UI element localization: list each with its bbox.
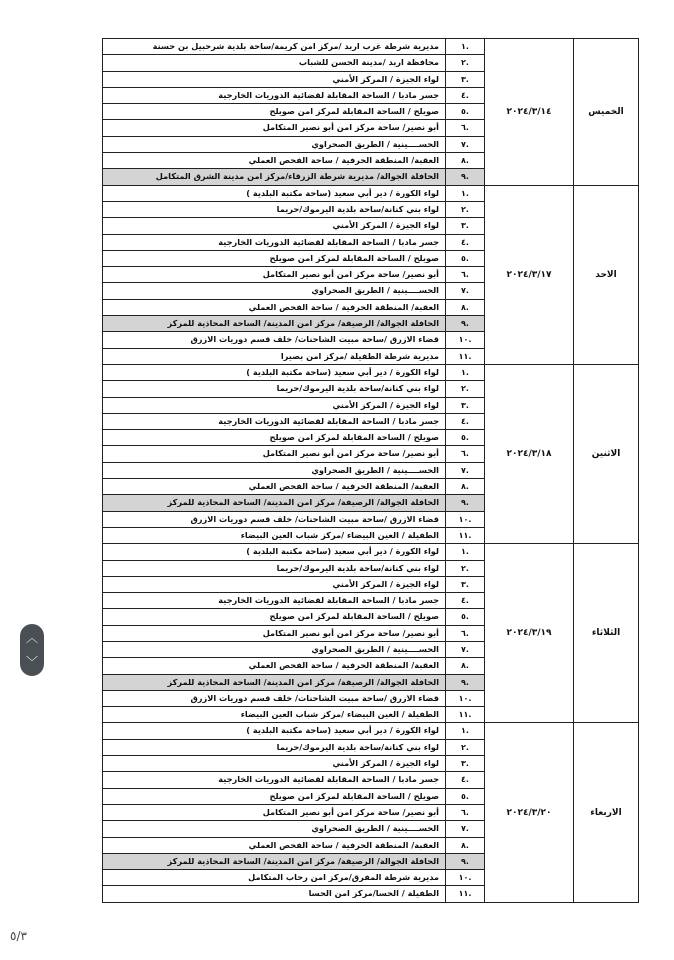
location-cell: صويلح / الساحة المقابلة لمركز امن صويلح (103, 250, 446, 266)
row-number-cell: ٦. (446, 804, 485, 820)
location-cell: لواء الكورة / دير أبي سعيد (ساحة مكتبة البلدية ) (103, 544, 446, 560)
row-number-cell: ٩. (446, 674, 485, 690)
location-cell: الحســــينية / الطريق الصحراوي (103, 821, 446, 837)
location-cell: الحســــينية / الطريق الصحراوي (103, 136, 446, 152)
location-cell: أبو نصير/ ساحة مركز امن أبو نصير المتكامل (103, 804, 446, 820)
row-number-cell: ٣. (446, 71, 485, 87)
schedule-table (102, 38, 639, 903)
row-number-cell: ١٠. (446, 870, 485, 886)
row-number-cell: ٣. (446, 756, 485, 772)
location-cell: جسر مادبا / الساحة المقابلة لقضائية الدوريات الخارجية (103, 593, 446, 609)
location-cell: الحافلة الجوالة/ مديرية شرطة الزرقاء/مركز امن مدينة الشرق المتكامل (103, 169, 446, 185)
location-cell: لواء الكورة / دير أبي سعيد (ساحة مكتبة البلدية ) (103, 364, 446, 380)
location-cell: الطفيلة / العين البيضاء /مركز شباب العين البيضاء (103, 707, 446, 723)
date-cell: ٢٠٢٤/٣/١٩ (485, 544, 574, 723)
location-cell: العقبة/ المنطقة الحرفية / ساحة الفحص العملي (103, 658, 446, 674)
row-number-cell: ٨. (446, 658, 485, 674)
location-cell: لواء الجيزة / المركز الأمني (103, 756, 446, 772)
location-cell: صويلح / الساحة المقابلة لمركز امن صويلح (103, 788, 446, 804)
row-number-cell: ٢. (446, 55, 485, 71)
schedule-row (103, 39, 639, 55)
row-number-cell: ١٠. (446, 511, 485, 527)
schedule-row (103, 544, 639, 560)
location-cell: أبو نصير/ ساحة مركز امن أبو نصير المتكامل (103, 120, 446, 136)
row-number-cell: ١١. (446, 707, 485, 723)
location-cell: الحافلة الجوالة/ الرصيفة/ مركز امن المدينة/ الساحة المحاذية للمركز (103, 316, 446, 332)
date-cell: ٢٠٢٤/٣/١٤ (485, 39, 574, 186)
page-number: ٥/٣ (10, 929, 27, 943)
row-number-cell: ٩. (446, 316, 485, 332)
row-number-cell: ٣. (446, 576, 485, 592)
location-cell: لواء بني كنانة/ساحة بلدية اليرموك/حريما (103, 381, 446, 397)
row-number-cell: ٧. (446, 283, 485, 299)
location-cell: أبو نصير/ ساحة مركز امن أبو نصير المتكامل (103, 446, 446, 462)
location-cell: قضاء الازرق /ساحة مبيت الشاحنات/ خلف قسم دوريات الازرق (103, 690, 446, 706)
row-number-cell: ٥. (446, 250, 485, 266)
row-number-cell: ١. (446, 364, 485, 380)
location-cell: مديرية شرطة غرب اربد /مركز امن كريمة/ساحة بلدية شرحبيل بن حسنة (103, 39, 446, 55)
row-number-cell: ٥. (446, 609, 485, 625)
date-cell: ٢٠٢٤/٣/١٧ (485, 185, 574, 364)
schedule-row (103, 723, 639, 739)
row-number-cell: ١. (446, 544, 485, 560)
location-cell: مديرية شرطة المفرق/مركز امن رحاب المتكامل (103, 870, 446, 886)
location-cell: قضاء الازرق /ساحة مبيت الشاحنات/ خلف قسم دوريات الازرق (103, 332, 446, 348)
row-number-cell: ٨. (446, 299, 485, 315)
day-cell: الاحد (574, 185, 639, 364)
location-cell: الطفيلة / العين البيضاء /مركز شباب العين البيضاء (103, 527, 446, 543)
location-cell: جسر مادبا / الساحة المقابلة لقضائية الدوريات الخارجية (103, 87, 446, 103)
location-cell: العقبة/ المنطقة الحرفية / ساحة الفحص العملي (103, 837, 446, 853)
schedule-row (103, 364, 639, 380)
location-cell: لواء بني كنانة/ساحة بلدية اليرموك/حريما (103, 739, 446, 755)
row-number-cell: ١. (446, 723, 485, 739)
location-cell: قضاء الازرق /ساحة مبيت الشاحنات/ خلف قسم دوريات الازرق (103, 511, 446, 527)
row-number-cell: ١. (446, 185, 485, 201)
row-number-cell: ٥. (446, 430, 485, 446)
location-cell: صويلح / الساحة المقابلة لمركز امن صويلح (103, 430, 446, 446)
row-number-cell: ٤. (446, 234, 485, 250)
location-cell: أبو نصير/ ساحة مركز امن أبو نصير المتكامل (103, 625, 446, 641)
location-cell: العقبة/ المنطقة الحرفية / ساحة الفحص العملي (103, 479, 446, 495)
row-number-cell: ٧. (446, 136, 485, 152)
row-number-cell: ١١. (446, 348, 485, 364)
day-cell: الثلاثاء (574, 544, 639, 723)
row-number-cell: ٦. (446, 625, 485, 641)
row-number-cell: ٢. (446, 381, 485, 397)
location-cell: الحافلة الجوالة/ الرصيفة/ مركز امن المدينة/ الساحة المحاذية للمركز (103, 495, 446, 511)
row-number-cell: ٧. (446, 821, 485, 837)
scroll-control (20, 624, 44, 676)
schedule-body (103, 39, 639, 903)
row-number-cell: ٩. (446, 495, 485, 511)
row-number-cell: ٦. (446, 446, 485, 462)
location-cell: الحافلة الجوالة/ الرصيفة/ مركز امن المدينة/ الساحة المحاذية للمركز (103, 853, 446, 869)
schedule-row (103, 185, 639, 201)
location-cell: الحســــينية / الطريق الصحراوي (103, 462, 446, 478)
location-cell: جسر مادبا / الساحة المقابلة لقضائية الدوريات الخارجية (103, 772, 446, 788)
day-cell: الخميس (574, 39, 639, 186)
row-number-cell: ٤. (446, 87, 485, 103)
chevron-down-icon[interactable]: ﹀ (25, 655, 38, 669)
date-cell: ٢٠٢٤/٣/١٨ (485, 364, 574, 543)
chevron-up-icon[interactable]: ︿ (25, 631, 38, 645)
row-number-cell: ٤. (446, 593, 485, 609)
location-cell: صويلح / الساحة المقابلة لمركز امن صويلح (103, 609, 446, 625)
location-cell: صويلح / الساحة المقابلة لمركز امن صويلح (103, 104, 446, 120)
row-number-cell: ٧. (446, 641, 485, 657)
row-number-cell: ٩. (446, 169, 485, 185)
location-cell: جسر مادبا / الساحة المقابلة لقضائية الدوريات الخارجية (103, 234, 446, 250)
row-number-cell: ٢. (446, 739, 485, 755)
location-cell: العقبة/ المنطقة الحرفية / ساحة الفحص العملي (103, 153, 446, 169)
location-cell: الطفيلة / الحسا/مركز امن الحسا (103, 886, 446, 902)
row-number-cell: ٢. (446, 560, 485, 576)
location-cell: لواء بني كنانة/ساحة بلدية اليرموك/حريما (103, 560, 446, 576)
location-cell: العقبة/ المنطقة الحرفية / ساحة الفحص العملي (103, 299, 446, 315)
location-cell: أبو نصير/ ساحة مركز امن أبو نصير المتكامل (103, 267, 446, 283)
row-number-cell: ٣. (446, 218, 485, 234)
row-number-cell: ٣. (446, 397, 485, 413)
location-cell: لواء الكورة / دير أبي سعيد (ساحة مكتبة البلدية ) (103, 723, 446, 739)
location-cell: مديرية شرطة الطفيلة /مركز امن بصيرا (103, 348, 446, 364)
row-number-cell: ٦. (446, 267, 485, 283)
row-number-cell: ٥. (446, 104, 485, 120)
day-cell: الاربعاء (574, 723, 639, 902)
row-number-cell: ٤. (446, 413, 485, 429)
row-number-cell: ١. (446, 39, 485, 55)
row-number-cell: ٩. (446, 853, 485, 869)
location-cell: الحســــينية / الطريق الصحراوي (103, 283, 446, 299)
day-cell: الاثنين (574, 364, 639, 543)
row-number-cell: ١٠. (446, 690, 485, 706)
location-cell: لواء الجيزة / المركز الأمني (103, 218, 446, 234)
row-number-cell: ١٠. (446, 332, 485, 348)
row-number-cell: ٥. (446, 788, 485, 804)
location-cell: محافظة اربد /مدينة الحسن للشباب (103, 55, 446, 71)
location-cell: لواء الجيزة / المركز الأمني (103, 71, 446, 87)
location-cell: لواء الجيزة / المركز الأمني (103, 397, 446, 413)
date-cell: ٢٠٢٤/٣/٢٠ (485, 723, 574, 902)
row-number-cell: ٢. (446, 201, 485, 217)
row-number-cell: ٤. (446, 772, 485, 788)
row-number-cell: ٦. (446, 120, 485, 136)
location-cell: لواء بني كنانة/ساحة بلدية اليرموك/حريما (103, 201, 446, 217)
row-number-cell: ٨. (446, 153, 485, 169)
row-number-cell: ٨. (446, 479, 485, 495)
location-cell: لواء الجيزة / المركز الأمني (103, 576, 446, 592)
location-cell: لواء الكورة / دير أبي سعيد (ساحة مكتبة البلدية ) (103, 185, 446, 201)
row-number-cell: ١١. (446, 886, 485, 902)
row-number-cell: ١١. (446, 527, 485, 543)
location-cell: جسر مادبا / الساحة المقابلة لقضائية الدوريات الخارجية (103, 413, 446, 429)
row-number-cell: ٨. (446, 837, 485, 853)
row-number-cell: ٧. (446, 462, 485, 478)
location-cell: الحســــينية / الطريق الصحراوي (103, 641, 446, 657)
location-cell: الحافلة الجوالة/ الرصيفة/ مركز امن المدينة/ الساحة المحاذية للمركز (103, 674, 446, 690)
